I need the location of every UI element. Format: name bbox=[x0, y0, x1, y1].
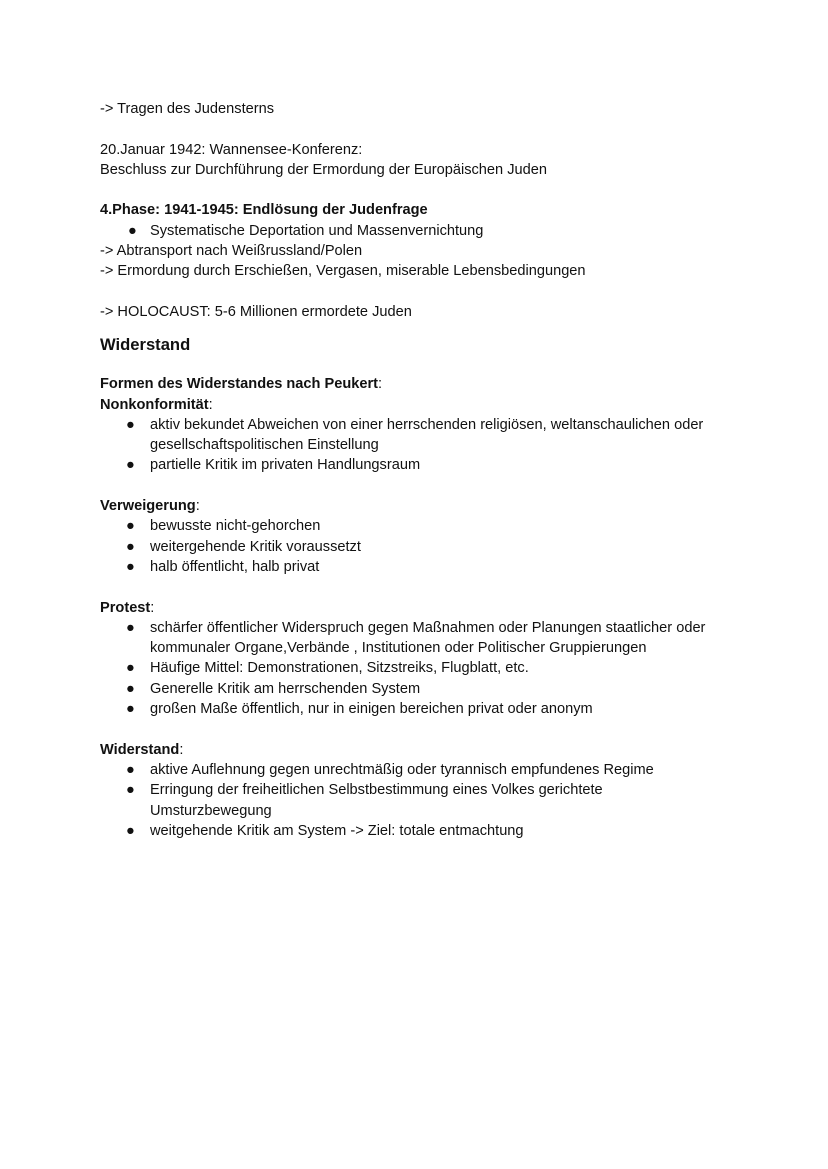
section-bullet-list bbox=[100, 415, 768, 476]
bullet-icon: ● bbox=[128, 222, 137, 239]
list-item: ● bewusste nicht-gehorchen bbox=[100, 516, 768, 536]
wannsee-date: 20.Januar 1942: Wannensee-Konferenz: bbox=[100, 141, 363, 158]
spacer bbox=[100, 577, 768, 597]
phase4-title: 4.Phase: 1941-1945: Endlösung der Judenfrage bbox=[100, 202, 428, 219]
phase4-bullet-list bbox=[100, 221, 768, 241]
spacer bbox=[100, 476, 768, 496]
list-item: ● weitgehende Kritik am System -> Ziel: totale entmachtung bbox=[100, 821, 768, 841]
bullet-icon: ● bbox=[126, 457, 135, 474]
judenstern-line: -> Tragen des Judensterns bbox=[100, 101, 275, 117]
list-item: ● partielle Kritik im privaten Handlungsraum bbox=[100, 455, 768, 475]
section-title: Nonkonformität bbox=[100, 396, 209, 413]
list-item: ● aktiv bekundet Abweichen von einer herrschenden religiösen, weltanschaulichen oder gesellschaftspolitischen Einstellung bbox=[126, 416, 704, 454]
widerstand-heading: Widerstand bbox=[100, 335, 191, 355]
list-item: ● halb öffentlicht, halb privat bbox=[100, 557, 768, 577]
list-item: ● schärfer öffentlicher Widerspruch gegen Maßnahmen oder Planungen staatlicher oder kommunaler Organe,Verbände , Institutionen oder Politischer Gruppierungen bbox=[126, 619, 706, 657]
phase4-line-abtransport: -> Abtransport nach Weißrussland/Polen bbox=[100, 243, 363, 260]
formen-colon: : bbox=[378, 376, 383, 393]
list-item: ● Erringung der freiheitlichen Selbstbestimmung eines Volkes gerichtete Umsturzbewegung bbox=[126, 782, 603, 819]
bullet-icon: ● bbox=[126, 701, 135, 718]
section-title-line bbox=[100, 395, 768, 415]
section-colon: : bbox=[195, 498, 200, 515]
spacer bbox=[100, 180, 768, 200]
spacer bbox=[100, 119, 768, 139]
bullet-icon: ● bbox=[126, 518, 135, 535]
section-colon: : bbox=[150, 599, 155, 616]
section-colon: : bbox=[208, 396, 213, 413]
list-item: ● aktive Auflehnung gegen unrechtmäßig oder tyrannisch empfundenes Regime bbox=[100, 760, 768, 780]
bullet-icon: ● bbox=[126, 680, 135, 697]
list-item: ● weitergehende Kritik voraussetzt bbox=[100, 537, 768, 557]
section-colon: : bbox=[179, 741, 184, 758]
bullet-icon: ● bbox=[126, 416, 135, 433]
bullet-icon: ● bbox=[126, 538, 135, 555]
section-bullet-list bbox=[100, 760, 768, 841]
section-title-line bbox=[100, 740, 768, 760]
formen-title: Formen des Widerstandes nach Peukert bbox=[100, 376, 379, 393]
list-item: ● großen Maße öffentlich, nur in einigen bereichen privat oder anonym bbox=[100, 699, 768, 719]
list-item: ● Häufige Mittel: Demonstrationen, Sitzstreiks, Flugblatt, etc. bbox=[100, 658, 768, 678]
bullet-icon: ● bbox=[126, 761, 135, 778]
list-item: ● Generelle Kritik am herrschenden System bbox=[100, 679, 768, 699]
bullet-icon: ● bbox=[126, 822, 135, 839]
bullet-icon: ● bbox=[126, 558, 135, 575]
section-title-line bbox=[100, 598, 768, 618]
bullet-icon: ● bbox=[126, 619, 135, 636]
section-title: Widerstand bbox=[100, 741, 180, 758]
bullet-icon: ● bbox=[126, 782, 135, 799]
section-bullet-list bbox=[100, 618, 768, 719]
spacer bbox=[100, 282, 768, 302]
holocaust-line: -> HOLOCAUST: 5-6 Millionen ermordete Juden bbox=[100, 303, 412, 320]
section-title: Protest bbox=[100, 599, 151, 616]
formen-title-line bbox=[100, 374, 768, 394]
wannsee-text: Beschluss zur Durchführung der Ermordung der Europäischen Juden bbox=[100, 161, 547, 178]
section-title: Verweigerung bbox=[100, 498, 196, 515]
bullet-icon: ● bbox=[126, 660, 135, 677]
list-item: ● Systematische Deportation und Massenvernichtung bbox=[100, 221, 768, 241]
section-title-line bbox=[100, 496, 768, 516]
spacer bbox=[100, 719, 768, 739]
phase4-line-ermordung: -> Ermordung durch Erschießen, Vergasen, miserable Lebensbedingungen bbox=[100, 263, 586, 280]
section-bullet-list bbox=[100, 516, 768, 577]
